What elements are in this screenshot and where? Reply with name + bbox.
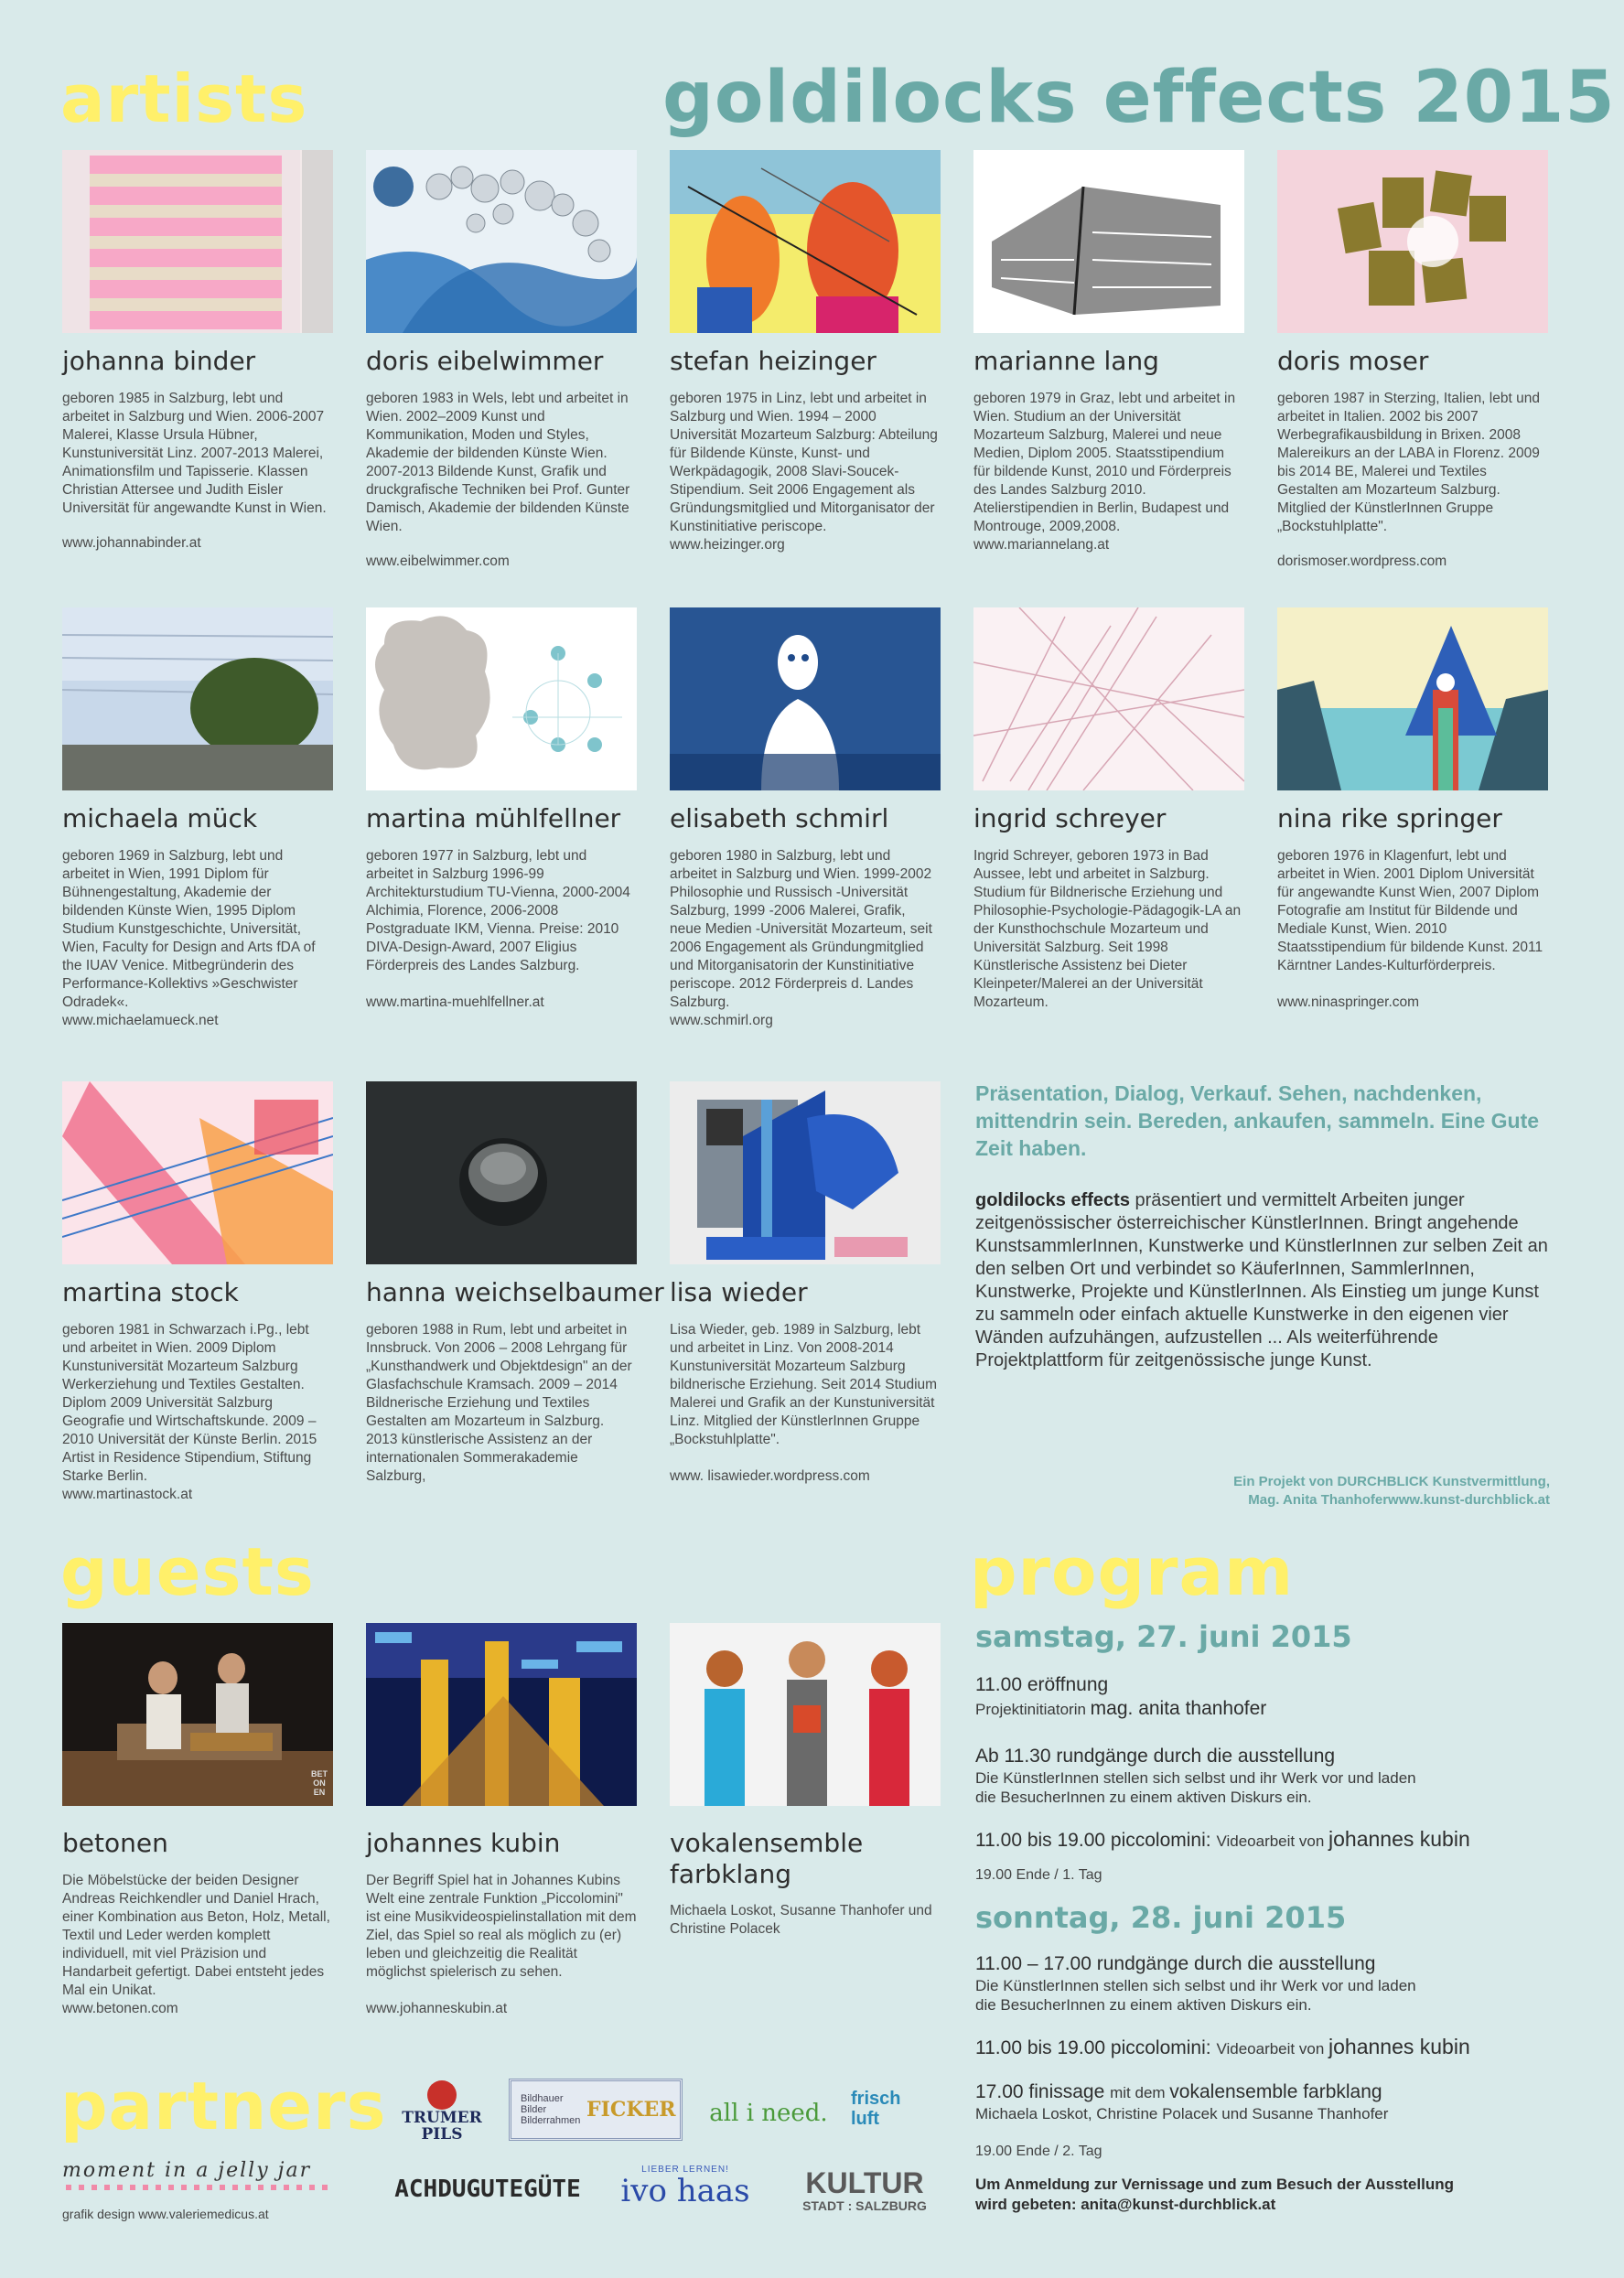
page-title: goldilocks effects 2015: [662, 57, 1616, 139]
artist-name: doris moser: [1277, 346, 1429, 376]
kultur-logo: [787, 2163, 942, 2218]
jelly-jar-logo: moment in a jelly jar: [62, 2159, 312, 2182]
tour-desc-1: Die KünstlerInnen stellen sich selbst und ihr Werk vor und laden: [975, 1769, 1416, 1788]
day-2-end: 19.00 Ende / 2. Tag: [975, 2144, 1102, 2160]
artist-card: [366, 607, 640, 1012]
tour-line-2: 11.00 – 17.00 rundgänge durch die ausstellung: [975, 1953, 1376, 1975]
artist-name: stefan heizinger: [670, 346, 877, 376]
video-label: Videoarbeit von: [1216, 1832, 1328, 1851]
artist-bio: geboren 1976 in Klagenfurt, lebt und arbeitet in Wien. 2001 Diplom Universität für angewandte Kunst Wien, 2007 Diplom Fotografie am Institut für Bildende und Mediale Kunst, Wien. 2010 Staatsstipendium für bildende Kunst. 2011 Kärntner Landes-Kulturförderpreis.: [1277, 847, 1543, 973]
artist-card: [1277, 607, 1552, 1012]
initiator-label: Projektinitiatorin: [975, 1701, 1091, 1719]
guest-url[interactable]: www.johanneskubin.at: [366, 2000, 508, 2016]
artists-heading: artists: [60, 60, 308, 137]
artist-name: doris eibelwimmer: [366, 346, 604, 376]
artist-ref: johannes kubin: [1328, 1827, 1470, 1852]
ivohaas-tagline: LIEBER LERNEN!: [641, 2164, 729, 2175]
ficker-line-3: Bilderrahmen: [521, 2115, 581, 2126]
artwork-image: [62, 1081, 333, 1264]
guest-bio: Der Begriff Spiel hat in Johannes Kubins Welt eine zentrale Funktion „Piccolomini" ist eine Musikvideospielinstallation mit dem Ziel, das Spiel so real als möglich zu (er) leben und gleichzeitig die Realität möglichst spielerisch zu sehen.: [366, 1872, 637, 1980]
artist-url[interactable]: www.michaelamueck.net: [62, 1012, 219, 1028]
video-label-2: Videoarbeit von: [1216, 2040, 1328, 2058]
partners-heading: partners: [60, 2068, 387, 2144]
guest-url[interactable]: www.betonen.com: [62, 2000, 178, 2016]
artist-url[interactable]: www.martinastock.at: [62, 1486, 193, 1502]
guest-bio: Michaela Loskot, Susanne Thanhofer und Christine Polacek: [670, 1903, 932, 1938]
credit-line-1: Ein Projekt von DURCHBLICK Kunstvermittlung,: [1233, 1474, 1550, 1489]
artist-name: hanna weichselbaumer: [366, 1277, 664, 1307]
artwork-image: [366, 1081, 637, 1264]
initiator-name: mag. anita thanhofer: [1090, 1698, 1267, 1720]
trumer-text: TRUMER PILS: [402, 2109, 482, 2144]
artist-bio: geboren 1985 in Salzburg, lebt und arbeitet in Salzburg und Wien. 2006-2007 Malerei, Klasse Ursula Hübner, Kunstuniversität Linz. 2007-2013 Malerei, Animationsfilm und Tapisserie. Klassen Christian Attersee und Judith Eisler Universität für angewandte Kunst in Wien.: [62, 390, 327, 516]
ficker-line-1: Bildhauer: [521, 2093, 564, 2104]
artwork-image: [1277, 607, 1548, 790]
guest-name: vokalensemble farbklang: [670, 1828, 864, 1889]
artist-card: [670, 1081, 944, 1486]
piccolomini-line: 11.00 bis 19.00 piccolomini:: [975, 1830, 1217, 1852]
day-1-heading: samstag, 27. juni 2015: [975, 1619, 1352, 1654]
guest-card: [366, 1623, 640, 2018]
artist-card: [973, 150, 1248, 554]
artist-name: elisabeth schmirl: [670, 803, 889, 833]
artist-card: [1277, 150, 1552, 571]
artist-url[interactable]: www.schmirl.org: [670, 1012, 773, 1028]
artwork-image: [366, 607, 637, 790]
tour-desc-2: die BesucherInnen zu einem aktiven Diskurs ein.: [975, 1789, 1312, 1807]
artist-card: [670, 150, 944, 554]
note-line-1: Um Anmeldung zur Vernissage und zum Besuch der Ausstellung: [975, 2176, 1454, 2194]
ficker-subtext: [521, 2093, 579, 2126]
artwork-image: [62, 607, 333, 790]
tour-line: Ab 11.30 rundgänge durch die ausstellung: [975, 1746, 1336, 1768]
ivohaas-wordmark: ivo haas: [620, 2172, 750, 2209]
artist-card: [366, 150, 640, 571]
artist-card: [62, 1081, 337, 1504]
artist-name: nina rike springer: [1277, 803, 1502, 833]
ensemble-ref: vokalensemble farbklang: [1169, 2081, 1382, 2103]
finissage-line: 17.00 finissage: [975, 2081, 1111, 2103]
artist-name: martina mühlfellner: [366, 803, 621, 833]
intro-body: [975, 1189, 1561, 1372]
artist-card: [62, 150, 337, 553]
artist-card: [973, 607, 1248, 1012]
program-schedule: [975, 1621, 1570, 2215]
intro-headline: Präsentation, Dialog, Verkauf. Sehen, nachdenken, mittendrin sein. Bereden, ankaufen, sammeln. Eine Gute Zeit haben.: [975, 1081, 1540, 1160]
artwork-image: [366, 150, 637, 333]
artist-name: martina stock: [62, 1277, 239, 1307]
registration-note: [975, 2175, 1570, 2215]
guest-card: [62, 1623, 337, 2018]
artist-name: lisa wieder: [670, 1277, 808, 1307]
design-credit: grafik design www.valeriemedicus.at: [62, 2207, 269, 2221]
guests-heading: guests: [60, 1533, 315, 1610]
guest-name: betonen: [62, 1828, 168, 1858]
artist-name: ingrid schreyer: [973, 803, 1167, 833]
with-label: mit dem: [1110, 2084, 1170, 2102]
artist-bio: geboren 1975 in Linz, lebt und arbeitet in Salzburg und Wien. 1994 – 2000 Universität Mozarteum Salzburg: Abteilung für Bildende Künste, Kunst- und Werkpädagogik, 2008 Slavi-Soucek-Stipendium. Seit 2006 Engagement als Gründungsmitglied und Mitorganisator der Kunstinitiative periscope.: [670, 390, 938, 534]
day-2-heading: sonntag, 28. juni 2015: [975, 1900, 1347, 1936]
artwork-image: [1277, 150, 1548, 333]
artist-bio: geboren 1981 in Schwarzach i.Pg., lebt und arbeitet in Wien. 2009 Diplom Kunstuniversität Mozarteum Salzburg Werkerziehung und Textiles Gestalten. Diplom 2009 Universität Salzburg Geografie und Wirtschaftskunde. 2009 – 2010 Universität der Künste Berlin. 2015 Artist in Residence Stipendium, Stiftung Starke Berlin.: [62, 1321, 317, 1484]
artist-bio: geboren 1988 in Rum, lebt und arbeitet in Innsbruck. Von 2006 – 2008 Lehrgang für „Kunsthandwerk und Objektdesign" an der Glasfachschule Kramsach. 2009 – 2014 Bildnerische Erziehung und Textiles Gestalten am Mozarteum in Salzburg. 2013 künstlerische Assistenz an der internationalen Sommerakademie Salzburg,: [366, 1321, 632, 1484]
trumer-logo: [392, 2075, 492, 2148]
artist-url[interactable]: www. lisawieder.wordpress.com: [670, 1467, 870, 1484]
artist-url[interactable]: www.mariannelang.at: [973, 536, 1110, 553]
kultur-text: KULTUR: [805, 2166, 924, 2199]
artist-url[interactable]: www.heizinger.org: [670, 536, 785, 553]
trumer-emblem-icon: [427, 2080, 457, 2110]
brand-name: goldilocks effects: [975, 1190, 1130, 1210]
achdugutegute-logo: ACHDUGUTEGÜTE: [394, 2176, 581, 2203]
ficker-logo: [509, 2079, 683, 2141]
stadt-salzburg-text: STADT : SALZBURG: [802, 2198, 927, 2213]
guest-image: [366, 1623, 637, 1806]
artist-url[interactable]: dorismoser.wordpress.com: [1277, 553, 1447, 569]
ivohaas-logo: [608, 2154, 763, 2218]
artwork-image: [973, 607, 1244, 790]
intro-text: präsentiert und vermittelt Arbeiten junger zeitgenössischer österreichischer KünstlerInnen. Bringt angehende KunstsammlerInnen, Kunstwerke und KünstlerInnen zur selben Zeit an den selben Ort und verbindet so KäuferInnen, SammlerInnen, Kunstwerke, Projekte und KünstlerInnen. Als Einstieg um junge Kunst zu sammeln oder einfach aktuelle Kunstwerke in den eigenen vier Wänden aufzuhängen, aufzustellen ... Als weiterführende Projektplattform für zeitgenössische junge Kunst.: [975, 1190, 1548, 1370]
artist-bio: Lisa Wieder, geb. 1989 in Salzburg, lebt und arbeitet in Linz. Von 2008-2014 Kunstuniversität Mozarteum Salzburg bildnerische Erziehung. Seit 2014 Studium Malerei und Grafik an der Kunstuniversität Linz. Mitglied der KünstlerInnen Gruppe „Bockstuhlplatte".: [670, 1321, 938, 1447]
piccolomini-line-2: 11.00 bis 19.00 piccolomini:: [975, 2037, 1217, 2059]
day-1-end: 19.00 Ende / 1. Tag: [975, 1867, 1102, 1884]
artist-card: [62, 607, 337, 1030]
ensemble-members: Michaela Loskot, Christine Polacek und Susanne Thanhofer: [975, 2105, 1389, 2123]
guest-image: [670, 1623, 941, 1806]
credit-line-2[interactable]: Mag. Anita Thanhoferwww.kunst-durchblick.at: [1248, 1492, 1550, 1508]
artist-name: johanna binder: [62, 346, 256, 376]
note-line-2[interactable]: wird gebeten: anita@kunst-durchblick.at: [975, 2196, 1276, 2214]
opening-line: 11.00 eröffnung: [975, 1674, 1109, 1696]
guest-image: [62, 1623, 333, 1806]
allineed-logo: all i need.: [709, 2100, 828, 2127]
artist-bio: geboren 1983 in Wels, lebt und arbeitet in Wien. 2002–2009 Kunst und Kommunikation, Moden und Styles, Akademie der bildenden Künste Wien. 2007-2013 Bildende Kunst, Grafik und druckgrafische Techniken bei Prof. Gunter Damisch, Akademie der bildenden Künste Wien.: [366, 390, 630, 534]
luft-text: luft: [851, 2109, 880, 2129]
betonen-badge: BET ON EN: [311, 1769, 328, 1797]
ficker-line-2: Bilder: [521, 2104, 547, 2115]
ficker-wordmark: FICKER: [586, 2098, 676, 2122]
artist-bio: geboren 1969 in Salzburg, lebt und arbeitet in Wien, 1991 Diplom für Bühnengestaltung, Akademie der bildenden Künste Wien, 1995 Diplom Studium Kunstgeschichte, Universität, Wien, Faculty for Design and Arts fDA of the IUAV Venice. Mitbegründerin des Performance-Kollektivs »Geschwister Odradek«.: [62, 847, 316, 1010]
artist-bio: geboren 1987 in Sterzing, Italien, lebt und arbeitet in Italien. 2002 bis 2007 Werbegrafikausbildung in Brixen. 2008 Malereikurs an der LABA in Florenz. 2009 bis 2014 BE, Malerei und Textiles Gestalten am Mozarteum Salzburg. Mitglied der KünstlerInnen Gruppe „Bockstuhlplatte".: [1277, 390, 1540, 534]
artist-ref-2: johannes kubin: [1328, 2035, 1470, 2059]
artist-bio: geboren 1980 in Salzburg, lebt und arbeitet in Salzburg und Wien. 1999-2002 Philosophie und Russisch -Universität Salzburg, 1999 -2006 Malerei, Grafik, neue Medien -Universität Mozarteum, seit 2006 Engagement als Gründungmitglied und Mitorganisatorin der Kunstinitiative periscope. 2012 Förderpreis d. Landes Salzburg.: [670, 847, 932, 1010]
artwork-image: [670, 150, 941, 333]
frisch-text: frisch: [851, 2089, 901, 2109]
artist-url[interactable]: www.eibelwimmer.com: [366, 553, 510, 569]
artwork-image: [670, 1081, 941, 1264]
artist-url[interactable]: www.johannabinder.at: [62, 534, 201, 551]
guest-bio: Die Möbelstücke der beiden Designer Andreas Reichkendler und Daniel Hrach, einer Kombination aus Beton, Holz, Metall, Textil und Leder werden komplett individuell, mit viel Präzision und Handarbeit gefertigt. Dabei entsteht jedes Mal ein Unikat.: [62, 1872, 330, 1998]
guest-name: johannes kubin: [366, 1828, 561, 1858]
program-heading: program: [970, 1533, 1295, 1610]
artist-card: [670, 607, 944, 1030]
artist-name: michaela mück: [62, 803, 258, 833]
dotted-divider: [66, 2185, 331, 2190]
tour-desc-4: die BesucherInnen zu einem aktiven Diskurs ein.: [975, 1996, 1312, 2015]
artist-url[interactable]: www.ninaspringer.com: [1277, 994, 1420, 1010]
artist-bio: geboren 1977 in Salzburg, lebt und arbeitet in Salzburg 1996-99 Architekturstudium TU-Vienna, 2000-2004 Alchimia, Florence, 2006-2008 Postgraduate IKM, Vienna. Preise: 2010 DIVA-Design-Award, 2007 Eligius Förderpreis des Landes Salzburg.: [366, 847, 630, 973]
artwork-image: [973, 150, 1244, 333]
tour-desc-3: Die KünstlerInnen stellen sich selbst und ihr Werk vor und laden: [975, 1977, 1416, 1995]
artwork-image: [670, 607, 941, 790]
artist-url[interactable]: www.martina-muehlfellner.at: [366, 994, 544, 1010]
artist-bio: geboren 1979 in Graz, lebt und arbeitet in Wien. Studium an der Universität Mozarteum Salzburg, Malerei und neue Medien, Diplom 2005. Staatsstipendium für bildende Kunst, 2010 und Förderpreis des Landes Salzburg 2010. Atelierstipendien in Berlin, Budapest und Montrouge, 2009,2008.: [973, 390, 1236, 534]
artist-card: [366, 1081, 664, 1486]
artist-name: marianne lang: [973, 346, 1159, 376]
artist-bio: Ingrid Schreyer, geboren 1973 in Bad Aussee, lebt und arbeitet in Salzburg. Studium für Bildnerische Erziehung und Philosophie-Psychologie-Pädagogik-LA an der Kunsthochschule Mozarteum und Universität Salzburg. Seit 1998 Künstlerische Assistenz bei Dieter Kleinpeter/Malerei an der Universität Mozarteum.: [973, 847, 1242, 1010]
artwork-image: [62, 150, 333, 333]
frischluft-logo: [851, 2077, 933, 2141]
project-credit: [1006, 1473, 1550, 1510]
guest-card: [670, 1623, 944, 1939]
